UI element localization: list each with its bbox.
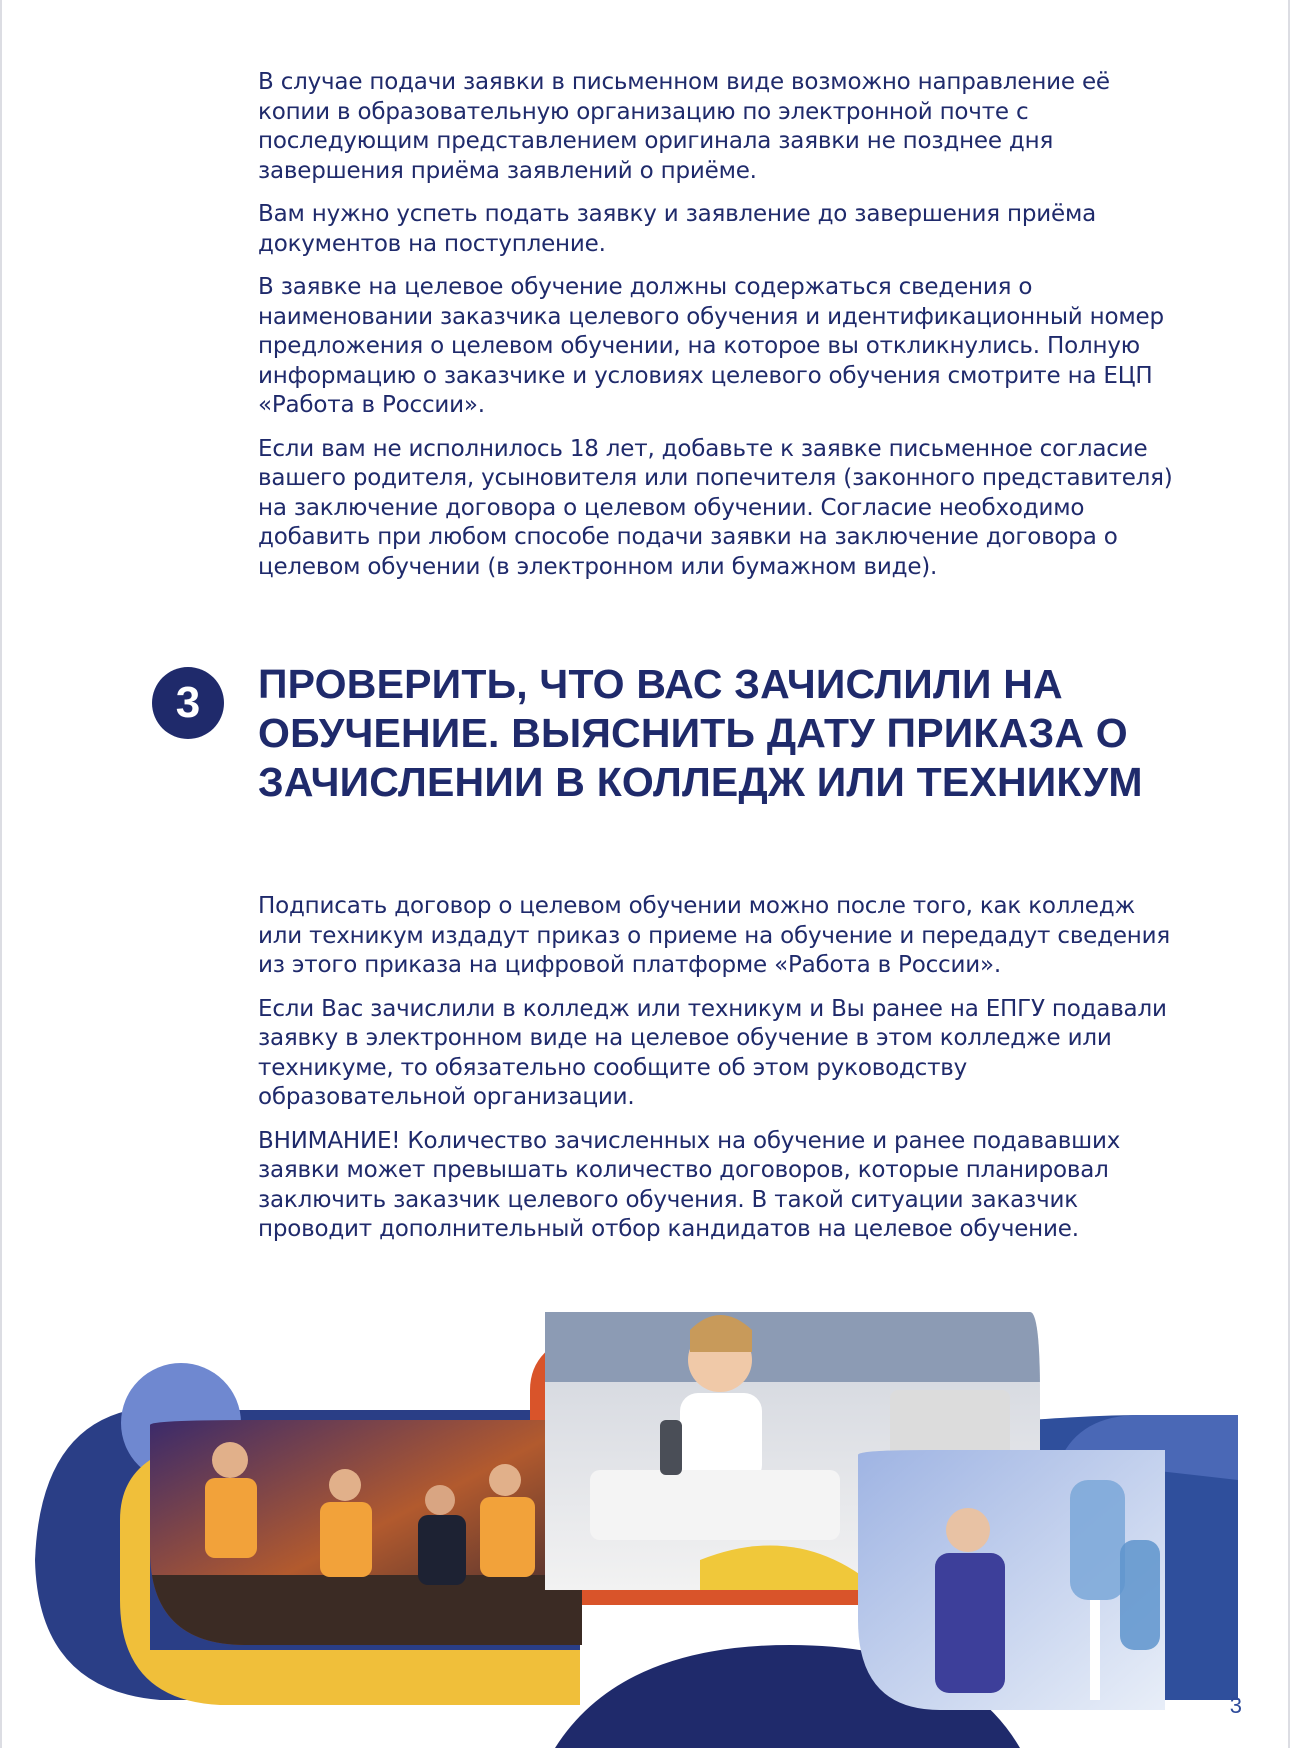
step-paragraph: ВНИМАНИЕ! Количество зачисленных на обучение и ранее подававших заявки может превышать количество договоров, которые планировал заключить заказчик целевого обучения. В такой ситуации заказчик проводит дополнительный отбор кандидатов на целевое обучение. bbox=[258, 1127, 1121, 1242]
photo-workshop bbox=[150, 1420, 582, 1645]
intro-paragraph: В заявке на целевое обучение должны содержаться сведения о наименовании заказчика целевого обучения и идентификационный номер предложения о целевом обучении, на которое вы откликнулись. Полную информацию о заказчике и условиях целевого обучения смотрите на ЕЦП «Работа в России». bbox=[258, 274, 1164, 418]
intro-paragraph: Вам нужно успеть подать заявку и заявление до завершения приёма документов на поступление. bbox=[258, 201, 1097, 257]
intro-paragraph: Если вам не исполнилось 18 лет, добавьте к заявке письменное согласие вашего родителя, усыновителя или попечителя (законного представителя) на заключение договора о целевом обучении. Согласие необходимо добавить при любом способе подачи заявки на заключение договора о целевом обучении (в электронном или бумажном виде). bbox=[258, 435, 1173, 580]
intro-paragraph: В случае подачи заявки в письменном виде возможно направление её копии в образовательную организацию по электронной почте с последующим представлением оригинала заявки не позднее дня завершения приёма заявлений о приёме. bbox=[258, 69, 1110, 184]
page-number: 3 bbox=[1229, 1693, 1242, 1718]
step-number-badge: 3 bbox=[152, 667, 224, 739]
photo-lab bbox=[858, 1450, 1165, 1710]
step-paragraph: Если Вас зачислили в колледж или техникум и Вы ранее на ЕПГУ подавали заявку в электронном виде на целевое обучение в этом колледже или техникуме, то обязательно сообщите об этом руководству образовательной организации. bbox=[258, 995, 1167, 1110]
step-heading: ПРОВЕРИТЬ, ЧТО ВАС ЗАЧИСЛИЛИ НА ОБУЧЕНИЕ. ВЫЯСНИТЬ ДАТУ ПРИКАЗА О ЗАЧИСЛЕНИИ В КОЛЛЕДЖ ИЛИ ТЕХНИКУМ bbox=[258, 661, 1143, 805]
step-paragraph: Подписать договор о целевом обучении можно после того, как колледж или техникум издадут приказ о приеме на обучение и передадут сведения из этого приказа на цифровой платформе «Работа в России». bbox=[258, 893, 1170, 978]
